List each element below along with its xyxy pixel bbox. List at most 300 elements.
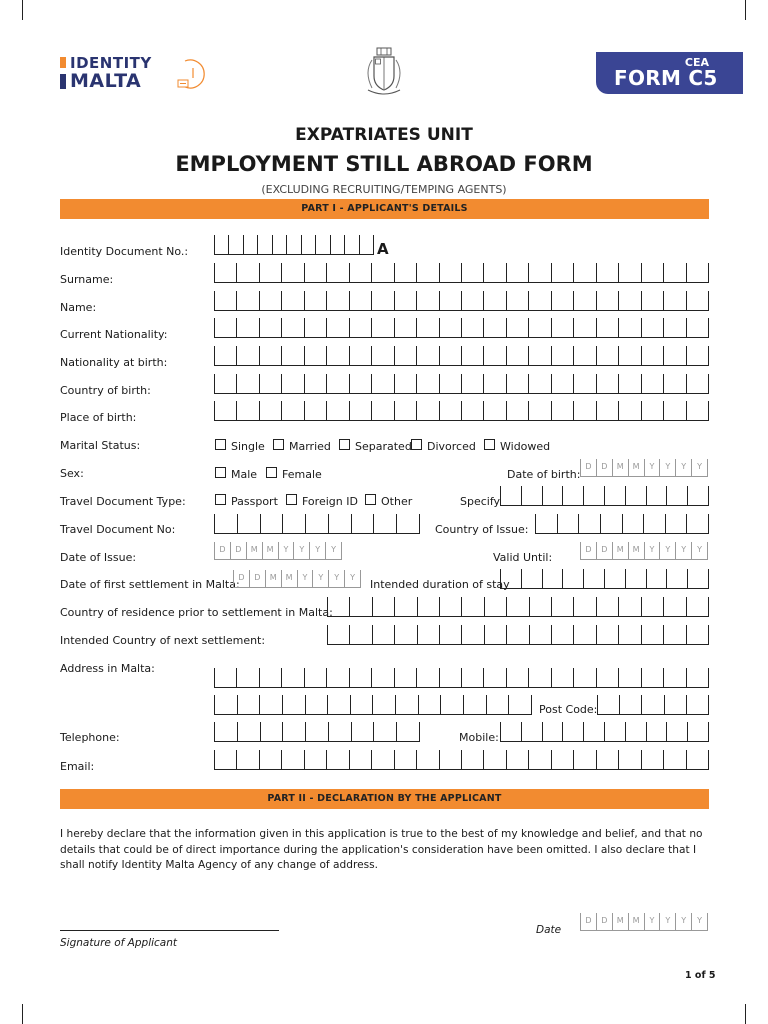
input-cell[interactable] (665, 514, 687, 534)
input-cell[interactable] (395, 695, 418, 715)
input-cell[interactable] (328, 514, 351, 534)
input-cell[interactable] (461, 668, 483, 688)
input-cell[interactable] (573, 750, 595, 770)
input-cell[interactable] (416, 346, 438, 366)
input-cell[interactable] (500, 486, 521, 506)
input-cell[interactable] (461, 401, 483, 421)
input-cell[interactable] (236, 750, 258, 770)
date-cell[interactable]: M (628, 913, 644, 931)
input-cell[interactable] (416, 668, 438, 688)
input-cell[interactable] (483, 668, 505, 688)
input-cell[interactable] (618, 625, 640, 645)
sex-female-checkbox[interactable] (266, 467, 277, 478)
input-cell[interactable] (305, 514, 328, 534)
input-cell[interactable] (371, 263, 393, 283)
input-cell[interactable] (622, 514, 644, 534)
input-cell[interactable] (305, 722, 328, 742)
input-cell[interactable] (484, 597, 506, 617)
current-nationality-field[interactable] (214, 318, 709, 338)
sex-male-checkbox[interactable] (215, 467, 226, 478)
input-cell[interactable] (214, 291, 236, 311)
input-cell[interactable] (551, 346, 573, 366)
date-cell[interactable]: Y (344, 570, 361, 588)
telephone-field[interactable] (214, 722, 420, 742)
input-cell[interactable] (327, 625, 349, 645)
input-cell[interactable] (259, 401, 281, 421)
input-cell[interactable] (596, 401, 618, 421)
input-cell[interactable] (641, 668, 663, 688)
input-cell[interactable] (281, 318, 303, 338)
input-cell[interactable] (304, 750, 326, 770)
date-cell[interactable]: Y (312, 570, 328, 588)
date-cell[interactable]: D (233, 570, 249, 588)
input-cell[interactable] (663, 263, 685, 283)
input-cell[interactable] (236, 668, 258, 688)
input-cell[interactable] (663, 401, 685, 421)
input-cell[interactable] (686, 263, 709, 283)
input-cell[interactable] (506, 401, 528, 421)
input-cell[interactable] (281, 668, 303, 688)
input-cell[interactable] (439, 291, 461, 311)
intended-duration-field[interactable] (500, 569, 709, 589)
input-cell[interactable] (506, 291, 528, 311)
input-cell[interactable] (349, 668, 371, 688)
input-cell[interactable] (686, 514, 709, 534)
date-cell[interactable]: D (230, 542, 246, 560)
input-cell[interactable] (330, 235, 344, 255)
input-cell[interactable] (349, 750, 371, 770)
input-cell[interactable] (551, 401, 573, 421)
input-cell[interactable] (281, 346, 303, 366)
input-cell[interactable] (327, 695, 350, 715)
input-cell[interactable] (483, 346, 505, 366)
input-cell[interactable] (486, 695, 509, 715)
input-cell[interactable] (326, 374, 348, 394)
input-cell[interactable] (686, 318, 709, 338)
input-cell[interactable] (394, 374, 416, 394)
input-cell[interactable] (394, 750, 416, 770)
input-cell[interactable] (394, 291, 416, 311)
input-cell[interactable] (583, 722, 604, 742)
input-cell[interactable] (483, 750, 505, 770)
input-cell[interactable] (551, 597, 573, 617)
input-cell[interactable] (416, 401, 438, 421)
date-cell[interactable]: Y (659, 913, 675, 931)
input-cell[interactable] (686, 695, 709, 715)
marital-single-checkbox[interactable] (215, 439, 226, 450)
input-cell[interactable] (641, 263, 663, 283)
input-cell[interactable] (528, 668, 550, 688)
input-cell[interactable] (440, 695, 463, 715)
input-cell[interactable] (528, 346, 550, 366)
input-cell[interactable] (281, 263, 303, 283)
input-cell[interactable] (618, 668, 640, 688)
input-cell[interactable] (461, 625, 483, 645)
input-cell[interactable] (484, 625, 506, 645)
date-cell[interactable]: Y (309, 542, 325, 560)
postcode-field[interactable] (597, 695, 709, 715)
input-cell[interactable] (557, 514, 579, 534)
input-cell[interactable] (396, 514, 420, 534)
date-cell[interactable]: D (596, 542, 612, 560)
input-cell[interactable] (259, 668, 281, 688)
input-cell[interactable] (618, 401, 640, 421)
input-cell[interactable] (304, 401, 326, 421)
input-cell[interactable] (506, 750, 528, 770)
input-cell[interactable] (508, 695, 532, 715)
input-cell[interactable] (394, 346, 416, 366)
address-line-2-field[interactable] (214, 695, 532, 715)
input-cell[interactable] (326, 401, 348, 421)
input-cell[interactable] (305, 695, 328, 715)
input-cell[interactable] (371, 668, 393, 688)
input-cell[interactable] (687, 486, 709, 506)
input-cell[interactable] (439, 597, 461, 617)
input-cell[interactable] (686, 597, 709, 617)
input-cell[interactable] (214, 722, 237, 742)
input-cell[interactable] (687, 722, 709, 742)
input-cell[interactable] (686, 346, 709, 366)
input-cell[interactable] (349, 597, 371, 617)
date-cell[interactable]: D (580, 459, 596, 477)
input-cell[interactable] (416, 263, 438, 283)
input-cell[interactable] (596, 263, 618, 283)
input-cell[interactable] (394, 597, 416, 617)
input-cell[interactable] (394, 625, 416, 645)
input-cell[interactable] (542, 486, 563, 506)
input-cell[interactable] (228, 235, 242, 255)
input-cell[interactable] (214, 374, 236, 394)
input-cell[interactable] (521, 722, 542, 742)
input-cell[interactable] (371, 750, 393, 770)
date-of-birth-field[interactable] (580, 459, 708, 477)
surname-field[interactable] (214, 263, 709, 283)
input-cell[interactable] (604, 486, 625, 506)
date-cell[interactable]: Y (644, 542, 660, 560)
input-cell[interactable] (604, 569, 625, 589)
date-cell[interactable]: Y (659, 542, 675, 560)
input-cell[interactable] (439, 401, 461, 421)
input-cell[interactable] (394, 401, 416, 421)
input-cell[interactable] (328, 722, 351, 742)
input-cell[interactable] (551, 318, 573, 338)
date-cell[interactable]: M (262, 542, 278, 560)
input-cell[interactable] (686, 401, 709, 421)
input-cell[interactable] (528, 401, 550, 421)
input-cell[interactable] (349, 318, 371, 338)
input-cell[interactable] (562, 486, 583, 506)
input-cell[interactable] (687, 569, 709, 589)
input-cell[interactable] (596, 597, 618, 617)
input-cell[interactable] (461, 263, 483, 283)
input-cell[interactable] (461, 750, 483, 770)
input-cell[interactable] (417, 597, 439, 617)
input-cell[interactable] (351, 514, 374, 534)
travel-document-no-field[interactable] (214, 514, 420, 534)
input-cell[interactable] (396, 722, 420, 742)
input-cell[interactable] (686, 291, 709, 311)
input-cell[interactable] (506, 597, 528, 617)
input-cell[interactable] (304, 263, 326, 283)
input-cell[interactable] (562, 569, 583, 589)
input-cell[interactable] (506, 668, 528, 688)
date-cell[interactable]: M (612, 913, 628, 931)
date-cell[interactable]: Y (659, 459, 675, 477)
input-cell[interactable] (528, 750, 550, 770)
input-cell[interactable] (439, 346, 461, 366)
input-cell[interactable] (666, 722, 687, 742)
input-cell[interactable] (618, 750, 640, 770)
input-cell[interactable] (604, 722, 625, 742)
input-cell[interactable] (663, 318, 685, 338)
marital-separated-checkbox[interactable] (339, 439, 350, 450)
date-cell[interactable]: Y (297, 570, 313, 588)
input-cell[interactable] (625, 569, 646, 589)
date-cell[interactable]: Y (691, 913, 708, 931)
date-cell[interactable]: Y (644, 913, 660, 931)
input-cell[interactable] (596, 374, 618, 394)
input-cell[interactable] (349, 263, 371, 283)
input-cell[interactable] (528, 374, 550, 394)
input-cell[interactable] (417, 625, 439, 645)
input-cell[interactable] (394, 668, 416, 688)
date-cell[interactable]: Y (675, 542, 691, 560)
input-cell[interactable] (663, 346, 685, 366)
date-cell[interactable]: M (246, 542, 262, 560)
input-cell[interactable] (236, 263, 258, 283)
input-cell[interactable] (373, 514, 396, 534)
marital-widowed-checkbox[interactable] (484, 439, 495, 450)
input-cell[interactable] (641, 318, 663, 338)
input-cell[interactable] (281, 750, 303, 770)
input-cell[interactable] (394, 263, 416, 283)
input-cell[interactable] (326, 291, 348, 311)
specify-field[interactable] (500, 486, 709, 506)
input-cell[interactable] (686, 668, 709, 688)
input-cell[interactable] (281, 374, 303, 394)
input-cell[interactable] (483, 374, 505, 394)
input-cell[interactable] (646, 722, 667, 742)
input-cell[interactable] (596, 346, 618, 366)
input-cell[interactable] (521, 486, 542, 506)
date-cell[interactable]: M (628, 459, 644, 477)
input-cell[interactable] (463, 695, 486, 715)
input-cell[interactable] (528, 291, 550, 311)
input-cell[interactable] (439, 374, 461, 394)
input-cell[interactable] (506, 625, 528, 645)
input-cell[interactable] (461, 291, 483, 311)
signature-line[interactable] (60, 930, 279, 931)
input-cell[interactable] (272, 235, 286, 255)
input-cell[interactable] (663, 291, 685, 311)
input-cell[interactable] (562, 722, 583, 742)
input-cell[interactable] (372, 597, 394, 617)
input-cell[interactable] (521, 569, 542, 589)
date-cell[interactable]: D (249, 570, 265, 588)
input-cell[interactable] (551, 291, 573, 311)
input-cell[interactable] (461, 346, 483, 366)
input-cell[interactable] (237, 695, 260, 715)
input-cell[interactable] (551, 374, 573, 394)
input-cell[interactable] (583, 486, 604, 506)
input-cell[interactable] (461, 597, 483, 617)
input-cell[interactable] (618, 291, 640, 311)
date-cell[interactable]: M (612, 459, 628, 477)
input-cell[interactable] (641, 625, 663, 645)
date-cell[interactable]: Y (293, 542, 309, 560)
input-cell[interactable] (315, 235, 329, 255)
input-cell[interactable] (506, 374, 528, 394)
travel-foreign-id-checkbox[interactable] (286, 494, 297, 505)
input-cell[interactable] (351, 722, 374, 742)
input-cell[interactable] (286, 235, 300, 255)
input-cell[interactable] (349, 291, 371, 311)
date-cell[interactable]: Y (675, 913, 691, 931)
input-cell[interactable] (259, 263, 281, 283)
id-document-field[interactable] (214, 235, 374, 255)
input-cell[interactable] (618, 346, 640, 366)
input-cell[interactable] (483, 263, 505, 283)
input-cell[interactable] (583, 569, 604, 589)
input-cell[interactable] (371, 346, 393, 366)
country-of-issue-field[interactable] (535, 514, 709, 534)
input-cell[interactable] (506, 318, 528, 338)
date-cell[interactable]: M (281, 570, 297, 588)
input-cell[interactable] (257, 235, 271, 255)
input-cell[interactable] (618, 374, 640, 394)
date-cell[interactable]: Y (325, 542, 342, 560)
input-cell[interactable] (349, 374, 371, 394)
input-cell[interactable] (663, 668, 685, 688)
input-cell[interactable] (214, 695, 237, 715)
input-cell[interactable] (551, 625, 573, 645)
input-cell[interactable] (663, 597, 685, 617)
date-cell[interactable]: Y (644, 459, 660, 477)
input-cell[interactable] (416, 750, 438, 770)
place-of-birth-field[interactable] (214, 401, 709, 421)
date-cell[interactable]: D (580, 913, 596, 931)
input-cell[interactable] (259, 291, 281, 311)
travel-passport-checkbox[interactable] (215, 494, 226, 505)
input-cell[interactable] (619, 695, 641, 715)
input-cell[interactable] (500, 569, 521, 589)
input-cell[interactable] (259, 695, 282, 715)
input-cell[interactable] (349, 625, 371, 645)
input-cell[interactable] (663, 374, 685, 394)
input-cell[interactable] (666, 569, 687, 589)
date-of-issue-field[interactable] (214, 542, 342, 560)
input-cell[interactable] (664, 695, 686, 715)
input-cell[interactable] (260, 514, 283, 534)
input-cell[interactable] (371, 291, 393, 311)
input-cell[interactable] (506, 346, 528, 366)
input-cell[interactable] (418, 695, 441, 715)
input-cell[interactable] (641, 291, 663, 311)
input-cell[interactable] (596, 625, 618, 645)
input-cell[interactable] (260, 722, 283, 742)
input-cell[interactable] (371, 401, 393, 421)
input-cell[interactable] (259, 374, 281, 394)
input-cell[interactable] (214, 750, 236, 770)
input-cell[interactable] (214, 318, 236, 338)
input-cell[interactable] (259, 750, 281, 770)
input-cell[interactable] (573, 291, 595, 311)
input-cell[interactable] (596, 750, 618, 770)
input-cell[interactable] (483, 401, 505, 421)
input-cell[interactable] (573, 625, 595, 645)
input-cell[interactable] (528, 318, 550, 338)
input-cell[interactable] (439, 263, 461, 283)
input-cell[interactable] (349, 401, 371, 421)
input-cell[interactable] (439, 668, 461, 688)
input-cell[interactable] (641, 374, 663, 394)
input-cell[interactable] (326, 346, 348, 366)
input-cell[interactable] (596, 668, 618, 688)
input-cell[interactable] (243, 235, 257, 255)
input-cell[interactable] (573, 401, 595, 421)
input-cell[interactable] (597, 695, 619, 715)
input-cell[interactable] (573, 263, 595, 283)
input-cell[interactable] (500, 722, 521, 742)
input-cell[interactable] (551, 750, 573, 770)
input-cell[interactable] (304, 318, 326, 338)
input-cell[interactable] (618, 318, 640, 338)
date-cell[interactable]: Y (675, 459, 691, 477)
input-cell[interactable] (304, 374, 326, 394)
input-cell[interactable] (326, 263, 348, 283)
input-cell[interactable] (573, 374, 595, 394)
input-cell[interactable] (461, 318, 483, 338)
input-cell[interactable] (373, 722, 396, 742)
input-cell[interactable] (214, 668, 236, 688)
input-cell[interactable] (573, 597, 595, 617)
marital-married-checkbox[interactable] (273, 439, 284, 450)
input-cell[interactable] (596, 291, 618, 311)
date-cell[interactable]: Y (691, 459, 708, 477)
input-cell[interactable] (371, 318, 393, 338)
input-cell[interactable] (535, 514, 557, 534)
input-cell[interactable] (542, 722, 563, 742)
input-cell[interactable] (573, 318, 595, 338)
input-cell[interactable] (641, 346, 663, 366)
input-cell[interactable] (528, 263, 550, 283)
input-cell[interactable] (641, 401, 663, 421)
input-cell[interactable] (529, 597, 551, 617)
input-cell[interactable] (259, 318, 281, 338)
input-cell[interactable] (416, 374, 438, 394)
input-cell[interactable] (236, 374, 258, 394)
input-cell[interactable] (214, 401, 236, 421)
input-cell[interactable] (214, 263, 236, 283)
input-cell[interactable] (304, 346, 326, 366)
address-line-1-field[interactable] (214, 668, 709, 688)
input-cell[interactable] (371, 374, 393, 394)
input-cell[interactable] (551, 668, 573, 688)
input-cell[interactable] (439, 750, 461, 770)
input-cell[interactable] (282, 695, 305, 715)
input-cell[interactable] (600, 514, 622, 534)
input-cell[interactable] (666, 486, 687, 506)
input-cell[interactable] (506, 263, 528, 283)
input-cell[interactable] (214, 346, 236, 366)
input-cell[interactable] (236, 318, 258, 338)
date-cell[interactable]: M (612, 542, 628, 560)
input-cell[interactable] (236, 291, 258, 311)
input-cell[interactable] (573, 668, 595, 688)
valid-until-field[interactable] (580, 542, 708, 560)
marital-divorced-checkbox[interactable] (411, 439, 422, 450)
input-cell[interactable] (259, 346, 281, 366)
